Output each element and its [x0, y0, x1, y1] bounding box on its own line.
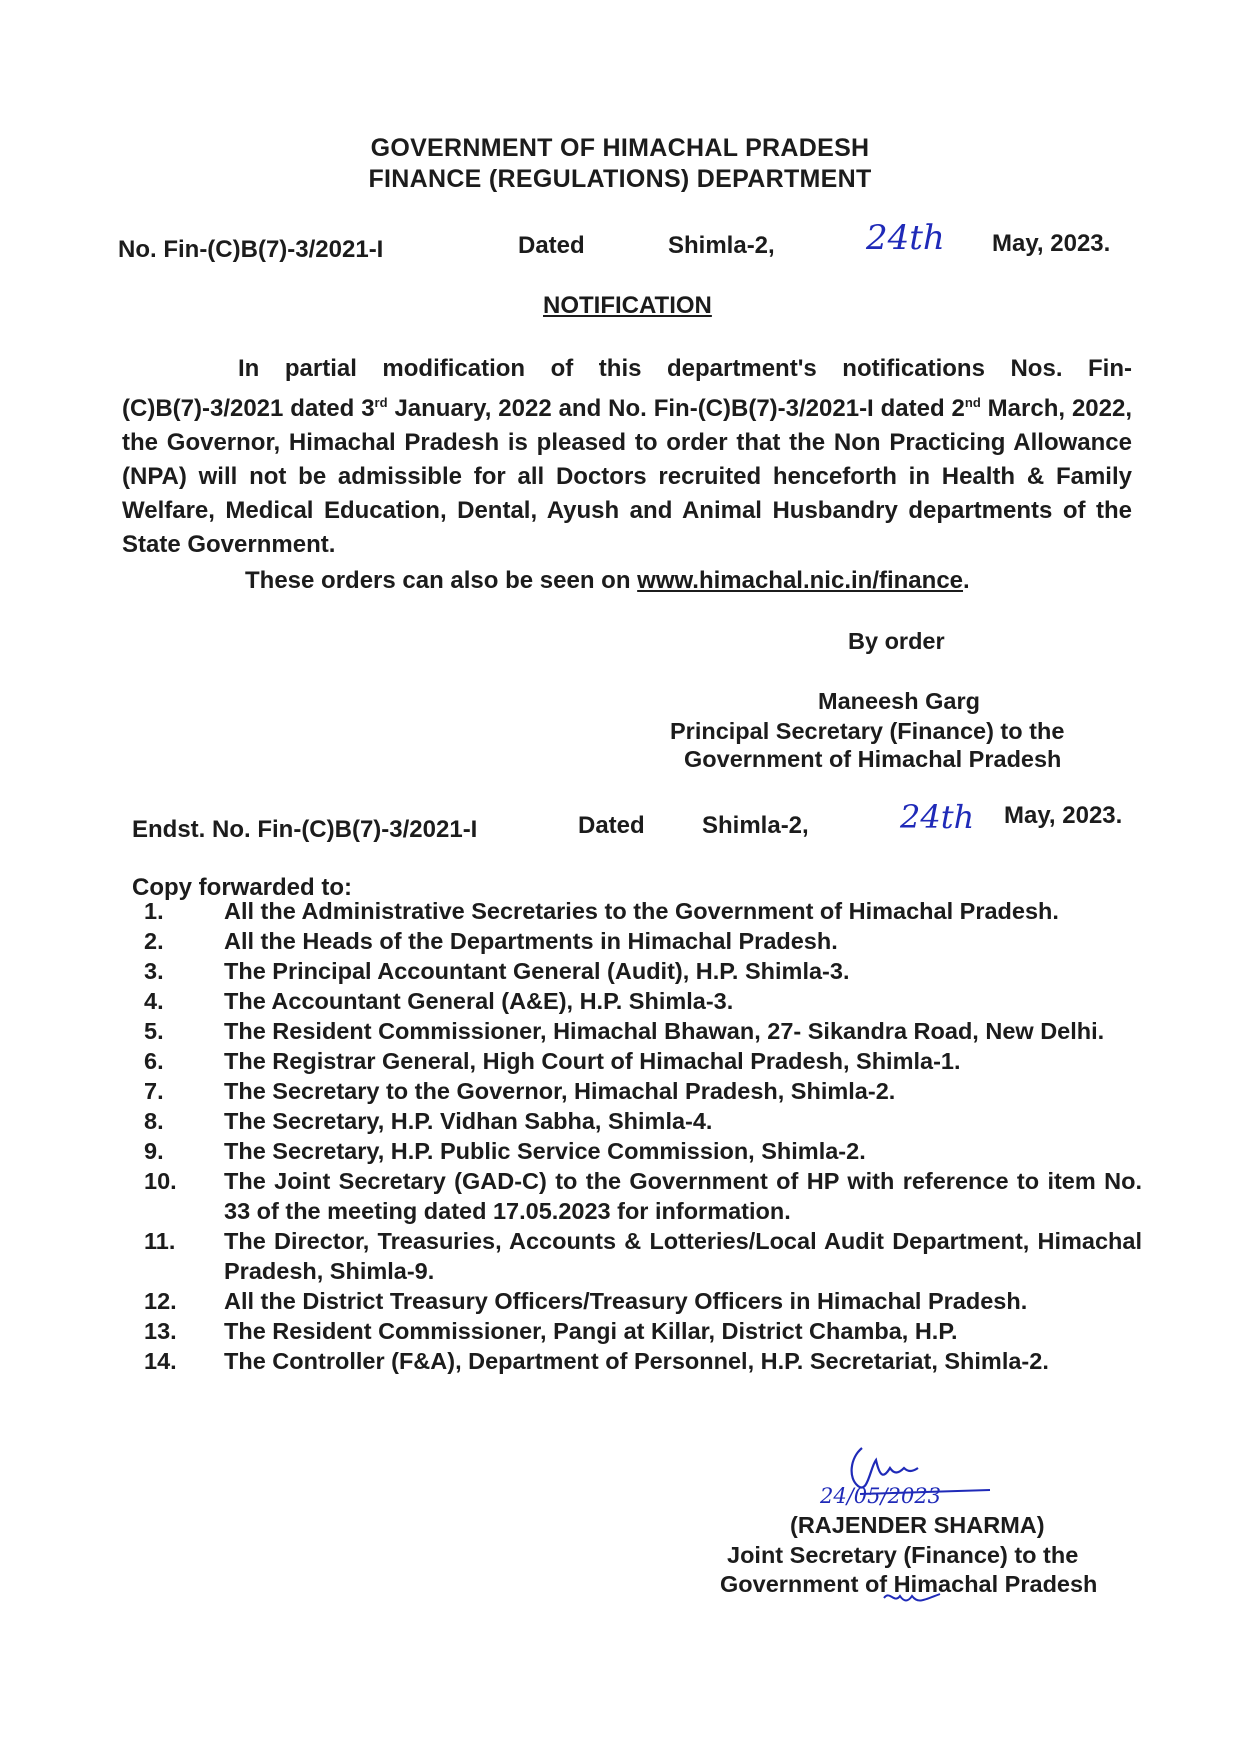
endorsement-day-handwritten: 24th	[900, 798, 975, 836]
copy-list-item	[122, 1346, 1142, 1376]
body-text-part2: January, 2022 and No. Fin-(C)B(7)-3/2021-I dated 2	[387, 395, 965, 422]
copy-list-item-text: The Controller (F&A), Department of Personnel, H.P. Secretariat, Shimla-2.	[224, 1348, 1049, 1374]
copy-list-item	[122, 1166, 1142, 1226]
copy-list-item	[122, 1136, 1142, 1166]
copy-list-item-number: 4.	[144, 988, 164, 1014]
reference-day-handwritten: 24th	[866, 218, 945, 258]
department-header-line1: GOVERNMENT OF HIMACHAL PRADESH	[370, 134, 870, 162]
copy-list-item-number: 7.	[144, 1078, 164, 1104]
copy-list-item	[122, 1016, 1142, 1046]
body-sup-nd: nd	[964, 395, 981, 410]
body-sup-rd: rd	[374, 395, 388, 410]
signature-date-handwritten: 24/05/2023	[820, 1484, 942, 1508]
copy-list-item-number: 1.	[144, 898, 164, 924]
endorsement-dated-label: Dated	[578, 812, 645, 839]
body-text-part3: March, 2022, the Governor, Himachal Pradesh is pleased to order that the Non Practicing Allowance (NPA) will not be admissible for all Doctors recruited henceforth in Health & Family Welfare, Medical Education, Dental, Ayush and Animal Husbandry departments of the State Government.	[122, 395, 1132, 558]
copy-list-item-text: The Resident Commissioner, Pangi at Killar, District Chamba, H.P.	[224, 1318, 958, 1344]
copy-list-item-number: 6.	[144, 1048, 164, 1074]
signatory2-designation-line2: Government of Himachal Pradesh	[720, 1571, 1098, 1597]
copy-list-item-text: The Registrar General, High Court of Himachal Pradesh, Shimla-1.	[224, 1048, 961, 1074]
website-prefix: These orders can also be seen on	[245, 567, 638, 594]
copy-forwarded-list	[122, 896, 1142, 1376]
copy-list-item-number: 5.	[144, 1018, 164, 1044]
copy-list-item-text: The Secretary, H.P. Public Service Commission, Shimla-2.	[224, 1138, 866, 1164]
copy-list-item	[122, 986, 1142, 1016]
copy-list-item	[122, 956, 1142, 986]
copy-list-item	[122, 1316, 1142, 1346]
signatory1-name: Maneesh Garg	[818, 688, 980, 714]
copy-list-item-text: The Secretary, H.P. Vidhan Sabha, Shimla-4.	[224, 1108, 713, 1134]
reference-month-year: May, 2023.	[992, 230, 1111, 257]
copy-list-item-text: The Principal Accountant General (Audit), H.P. Shimla-3.	[224, 958, 850, 984]
copy-list-item	[122, 896, 1142, 926]
notification-title: NOTIFICATION	[543, 292, 712, 319]
signatory1-designation-line1: Principal Secretary (Finance) to the	[670, 718, 1065, 744]
copy-list-item-number: 3.	[144, 958, 164, 984]
copy-list-item-text: The Joint Secretary (GAD-C) to the Government of HP with reference to item No. 33 of the meeting dated 17.05.2023 for information.	[224, 1168, 1142, 1224]
copy-list-item-text: The Director, Treasuries, Accounts & Lotteries/Local Audit Department, Himachal Pradesh, Shimla-9.	[224, 1228, 1142, 1284]
department-header-line2: FINANCE (REGULATIONS) DEPARTMENT	[368, 165, 872, 193]
notification-body-paragraph	[122, 352, 1132, 562]
copy-list-item-text: All the Administrative Secretaries to the Government of Himachal Pradesh.	[224, 898, 1059, 924]
copy-list-item	[122, 1046, 1142, 1076]
endorsement-month-year: May, 2023.	[1004, 802, 1123, 829]
website-link[interactable]: www.himachal.nic.in/finance	[637, 567, 964, 594]
copy-list-item	[122, 1106, 1142, 1136]
body-text-part1: In partial modification of this department's notifications Nos. Fin-(C)B(7)-3/2021 dated 3	[122, 355, 1132, 422]
copy-list-item-number: 11.	[144, 1228, 176, 1254]
copy-list-item	[122, 1286, 1142, 1316]
reference-dated-label: Dated	[518, 232, 585, 259]
copy-list-item-text: All the Heads of the Departments in Himachal Pradesh.	[224, 928, 838, 954]
copy-list-item	[122, 1226, 1142, 1286]
signatory1-designation-line2: Government of Himachal Pradesh	[684, 746, 1062, 772]
reference-place: Shimla-2,	[668, 232, 775, 259]
copy-list-item	[122, 926, 1142, 956]
endorsement-number: Endst. No. Fin-(C)B(7)-3/2021-I	[132, 816, 478, 843]
reference-number: No. Fin-(C)B(7)-3/2021-I	[118, 236, 384, 263]
copy-list-item-text: The Secretary to the Governor, Himachal Pradesh, Shimla-2.	[224, 1078, 896, 1104]
copy-list-item-number: 14.	[144, 1348, 177, 1374]
by-order-text: By order	[848, 628, 945, 654]
copy-forwarded-heading: Copy forwarded to:	[132, 874, 352, 901]
copy-list-item-number: 10.	[144, 1168, 177, 1194]
endorsement-place: Shimla-2,	[702, 812, 809, 839]
copy-list-item-number: 2.	[144, 928, 164, 954]
copy-list-item-number: 12.	[144, 1288, 177, 1314]
signatory2-name: (RAJENDER SHARMA)	[790, 1512, 1045, 1538]
copy-list-item-number: 9.	[144, 1138, 164, 1164]
copy-list-item-text: All the District Treasury Officers/Treasury Officers in Himachal Pradesh.	[224, 1288, 1028, 1314]
signatory2-designation-line1: Joint Secretary (Finance) to the	[727, 1542, 1079, 1568]
copy-list-item-text: The Accountant General (A&E), H.P. Shimla-3.	[224, 988, 734, 1014]
handwritten-initials-mark	[880, 1588, 950, 1608]
copy-list-item-number: 8.	[144, 1108, 164, 1134]
website-line	[245, 567, 970, 595]
copy-list-item-text: The Resident Commissioner, Himachal Bhawan, 27- Sikandra Road, New Delhi.	[224, 1018, 1105, 1044]
copy-list-item-number: 13.	[144, 1318, 177, 1344]
copy-list-item	[122, 1076, 1142, 1106]
website-suffix: .	[963, 567, 970, 594]
